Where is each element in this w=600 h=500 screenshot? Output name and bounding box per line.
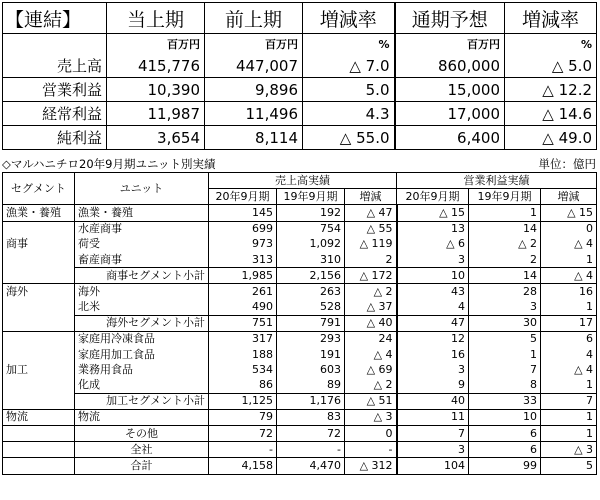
value-cell: 28 (469, 284, 541, 300)
value-cell: △ 312 (345, 458, 397, 474)
value-cell: 263 (277, 284, 345, 300)
segment-col-header: 19年9月期 (277, 189, 345, 205)
summary-cell: 11,496 (205, 102, 303, 126)
value-cell: 1,125 (209, 393, 277, 409)
table-row (3, 409, 597, 425)
value-cell: 8 (469, 377, 541, 393)
segment-unit-label: 単位：億円 (538, 157, 596, 171)
value-cell: 791 (277, 315, 345, 331)
value-cell: 6 (541, 331, 597, 347)
value-cell: 99 (469, 458, 541, 474)
value-cell: △ 47 (345, 205, 397, 221)
value-cell: 11 (397, 409, 469, 425)
value-cell: 7 (397, 426, 469, 442)
summary-cell: △ 5.0 (505, 54, 597, 78)
summary-cell: 5.0 (303, 78, 395, 102)
summary-cell: 3,654 (107, 126, 205, 150)
unit-cell: 海外 (75, 284, 209, 300)
summary-unit-cell: 百万円 (395, 34, 505, 55)
summary-cell: △ 7.0 (303, 54, 395, 78)
value-cell: 7 (541, 393, 597, 409)
value-cell: △ 4 (541, 362, 597, 377)
summary-cell: △ 49.0 (505, 126, 597, 150)
summary-row-label: 売上高 (3, 54, 107, 78)
value-cell: △ 2 (345, 284, 397, 300)
segment-cell (3, 393, 75, 409)
unit-cell: 物流 (75, 409, 209, 425)
value-cell: 1,092 (277, 237, 345, 252)
value-cell: 534 (209, 362, 277, 377)
segment-header-unit: ユニット (75, 173, 209, 205)
summary-cell: 8,114 (205, 126, 303, 150)
segment-header-sales: 売上高実績 (209, 173, 397, 189)
summary-cell: 15,000 (395, 78, 505, 102)
value-cell: 47 (397, 315, 469, 331)
value-cell: 14 (469, 268, 541, 284)
summary-cell: 6,400 (395, 126, 505, 150)
unit-cell: 畜産商事 (75, 252, 209, 268)
unit-cell: その他 (75, 426, 209, 442)
summary-header-consolidated: 【連結】 (3, 3, 107, 34)
summary-cell: 10,390 (107, 78, 205, 102)
value-cell: 603 (277, 362, 345, 377)
subtotal-row (3, 393, 597, 409)
segment-cell: 漁業・養殖 (3, 205, 75, 221)
value-cell: 313 (209, 252, 277, 268)
value-cell: 1,176 (277, 393, 345, 409)
value-cell: △ 172 (345, 268, 397, 284)
value-cell: △ 4 (541, 268, 597, 284)
value-cell: 1 (541, 426, 597, 442)
summary-cell: △ 55.0 (303, 126, 395, 150)
unit-cell: 加工セグメント小計 (75, 393, 209, 409)
value-cell: △ 40 (345, 315, 397, 331)
value-cell: 1 (541, 300, 597, 316)
value-cell: 3 (397, 362, 469, 377)
value-cell: 973 (209, 237, 277, 252)
unit-cell: 水産商事 (75, 221, 209, 237)
segment-col-header: 増減 (541, 189, 597, 205)
segment-col-header: 20年9月期 (397, 189, 469, 205)
value-cell: 2,156 (277, 268, 345, 284)
summary-cell: △ 12.2 (505, 78, 597, 102)
value-cell: △ 4 (345, 347, 397, 362)
value-cell: 16 (397, 347, 469, 362)
value-cell: - (277, 442, 345, 458)
table-row (3, 237, 597, 252)
summary-row-label: 営業利益 (3, 78, 107, 102)
value-cell: 40 (397, 393, 469, 409)
value-cell: 528 (277, 300, 345, 316)
value-cell: △ 15 (397, 205, 469, 221)
summary-cell: 860,000 (395, 54, 505, 78)
table-row (3, 221, 597, 237)
summary-unit-row (3, 34, 597, 55)
unit-cell: 北米 (75, 300, 209, 316)
value-cell: 2 (469, 252, 541, 268)
segment-header-op: 営業利益実績 (397, 173, 597, 189)
summary-cell: 447,007 (205, 54, 303, 78)
segment-cell (3, 268, 75, 284)
value-cell: 72 (209, 426, 277, 442)
summary-header-rate: 増減率 (303, 3, 395, 34)
value-cell: △ 3 (541, 442, 597, 458)
summary-cell: 17,000 (395, 102, 505, 126)
value-cell: 317 (209, 331, 277, 347)
value-cell: △ 2 (469, 237, 541, 252)
segment-cell: 物流 (3, 409, 75, 425)
value-cell: 5 (541, 458, 597, 474)
value-cell: 310 (277, 252, 345, 268)
value-cell: 4 (397, 300, 469, 316)
value-cell: △ 6 (397, 237, 469, 252)
segment-col-header: 19年9月期 (469, 189, 541, 205)
value-cell: △ 3 (345, 409, 397, 425)
summary-cell: 11,987 (107, 102, 205, 126)
summary-unit-cell: % (505, 34, 597, 55)
value-cell: 2 (345, 252, 397, 268)
value-cell: 5 (469, 331, 541, 347)
value-cell: 72 (277, 426, 345, 442)
segment-table (2, 172, 597, 475)
value-cell: 9 (397, 377, 469, 393)
value-cell: 0 (345, 426, 397, 442)
value-cell: 43 (397, 284, 469, 300)
summary-header-forecast-rate: 増減率 (505, 3, 597, 34)
value-cell: 83 (277, 409, 345, 425)
segment-cell (3, 377, 75, 393)
unit-cell: 家庭用加工食品 (75, 347, 209, 362)
value-cell: 30 (469, 315, 541, 331)
value-cell: △ 4 (541, 237, 597, 252)
value-cell: 14 (469, 221, 541, 237)
unit-cell: 海外セグメント小計 (75, 315, 209, 331)
value-cell: - (345, 442, 397, 458)
summary-unit-cell: % (303, 34, 395, 55)
value-cell: 79 (209, 409, 277, 425)
value-cell: 6 (469, 426, 541, 442)
unit-cell: 化成 (75, 377, 209, 393)
table-row (3, 442, 597, 458)
value-cell: 145 (209, 205, 277, 221)
value-cell: 86 (209, 377, 277, 393)
value-cell: 33 (469, 393, 541, 409)
summary-cell: 4.3 (303, 102, 395, 126)
table-row (3, 205, 597, 221)
value-cell: 1 (469, 205, 541, 221)
unit-cell: 業務用食品 (75, 362, 209, 377)
value-cell: 261 (209, 284, 277, 300)
segment-cell (3, 347, 75, 362)
unit-cell: 商事セグメント小計 (75, 268, 209, 284)
table-row (3, 426, 597, 442)
value-cell: △ 51 (345, 393, 397, 409)
table-row (3, 377, 597, 393)
value-cell: 4,470 (277, 458, 345, 474)
value-cell: 754 (277, 221, 345, 237)
value-cell: 490 (209, 300, 277, 316)
subtotal-row (3, 315, 597, 331)
value-cell: 6 (469, 442, 541, 458)
summary-row-sales (3, 54, 597, 78)
subtotal-row (3, 268, 597, 284)
value-cell: 104 (397, 458, 469, 474)
value-cell: 1 (541, 252, 597, 268)
value-cell: △ 15 (541, 205, 597, 221)
segment-header-row (3, 173, 597, 189)
unit-cell: 家庭用冷凍食品 (75, 331, 209, 347)
table-row (3, 347, 597, 362)
segment-cell (3, 252, 75, 268)
segment-cell (3, 300, 75, 316)
value-cell: 4,158 (209, 458, 277, 474)
summary-table (2, 2, 597, 150)
value-cell: △ 69 (345, 362, 397, 377)
value-cell: 7 (469, 362, 541, 377)
value-cell: 17 (541, 315, 597, 331)
unit-cell: 漁業・養殖 (75, 205, 209, 221)
value-cell: 0 (541, 221, 597, 237)
value-cell: 13 (397, 221, 469, 237)
summary-row-net-profit (3, 126, 597, 150)
summary-cell: 9,896 (205, 78, 303, 102)
segment-col-header: 増減 (345, 189, 397, 205)
summary-row-operating-profit (3, 78, 597, 102)
summary-header-previous: 前上期 (205, 3, 303, 34)
segment-cell: 加工 (3, 362, 75, 377)
value-cell: △ 119 (345, 237, 397, 252)
value-cell: - (209, 442, 277, 458)
summary-header-row (3, 3, 597, 34)
segment-cell (3, 221, 75, 237)
segment-cell (3, 315, 75, 331)
table-row (3, 284, 597, 300)
value-cell: 293 (277, 331, 345, 347)
value-cell: △ 2 (345, 377, 397, 393)
summary-row-ordinary-profit (3, 102, 597, 126)
value-cell: 10 (397, 268, 469, 284)
segment-title-bar (2, 156, 596, 172)
value-cell: 191 (277, 347, 345, 362)
segment-title: ◇マルハニチロ20年9月期ユニット別実績 (2, 157, 216, 171)
segment-cell (3, 458, 75, 474)
value-cell: 16 (541, 284, 597, 300)
value-cell: 24 (345, 331, 397, 347)
summary-header-forecast: 通期予想 (395, 3, 505, 34)
value-cell: 1,985 (209, 268, 277, 284)
unit-cell: 荷受 (75, 237, 209, 252)
value-cell: 1 (541, 377, 597, 393)
segment-cell (3, 426, 75, 442)
summary-unit-cell (3, 34, 107, 55)
segment-col-header: 20年9月期 (209, 189, 277, 205)
table-row (3, 331, 597, 347)
unit-cell: 全社 (75, 442, 209, 458)
value-cell: △ 37 (345, 300, 397, 316)
value-cell: 192 (277, 205, 345, 221)
value-cell: 10 (469, 409, 541, 425)
table-row (3, 362, 597, 377)
value-cell: 1 (541, 409, 597, 425)
summary-cell: 415,776 (107, 54, 205, 78)
value-cell: 751 (209, 315, 277, 331)
summary-header-current: 当上期 (107, 3, 205, 34)
value-cell: 3 (469, 300, 541, 316)
value-cell: 4 (541, 347, 597, 362)
summary-cell: △ 14.6 (505, 102, 597, 126)
value-cell: 3 (397, 252, 469, 268)
summary-unit-cell: 百万円 (107, 34, 205, 55)
value-cell: 188 (209, 347, 277, 362)
value-cell: 89 (277, 377, 345, 393)
segment-cell: 商事 (3, 237, 75, 252)
segment-cell (3, 442, 75, 458)
value-cell: △ 55 (345, 221, 397, 237)
summary-row-label: 純利益 (3, 126, 107, 150)
table-row (3, 300, 597, 316)
value-cell: 699 (209, 221, 277, 237)
total-row (3, 458, 597, 474)
segment-cell (3, 331, 75, 347)
value-cell: 3 (397, 442, 469, 458)
unit-cell: 合計 (75, 458, 209, 474)
value-cell: 12 (397, 331, 469, 347)
table-row (3, 252, 597, 268)
summary-row-label: 経常利益 (3, 102, 107, 126)
segment-cell: 海外 (3, 284, 75, 300)
value-cell: 1 (469, 347, 541, 362)
segment-header-segment: セグメント (3, 173, 75, 205)
summary-unit-cell: 百万円 (205, 34, 303, 55)
